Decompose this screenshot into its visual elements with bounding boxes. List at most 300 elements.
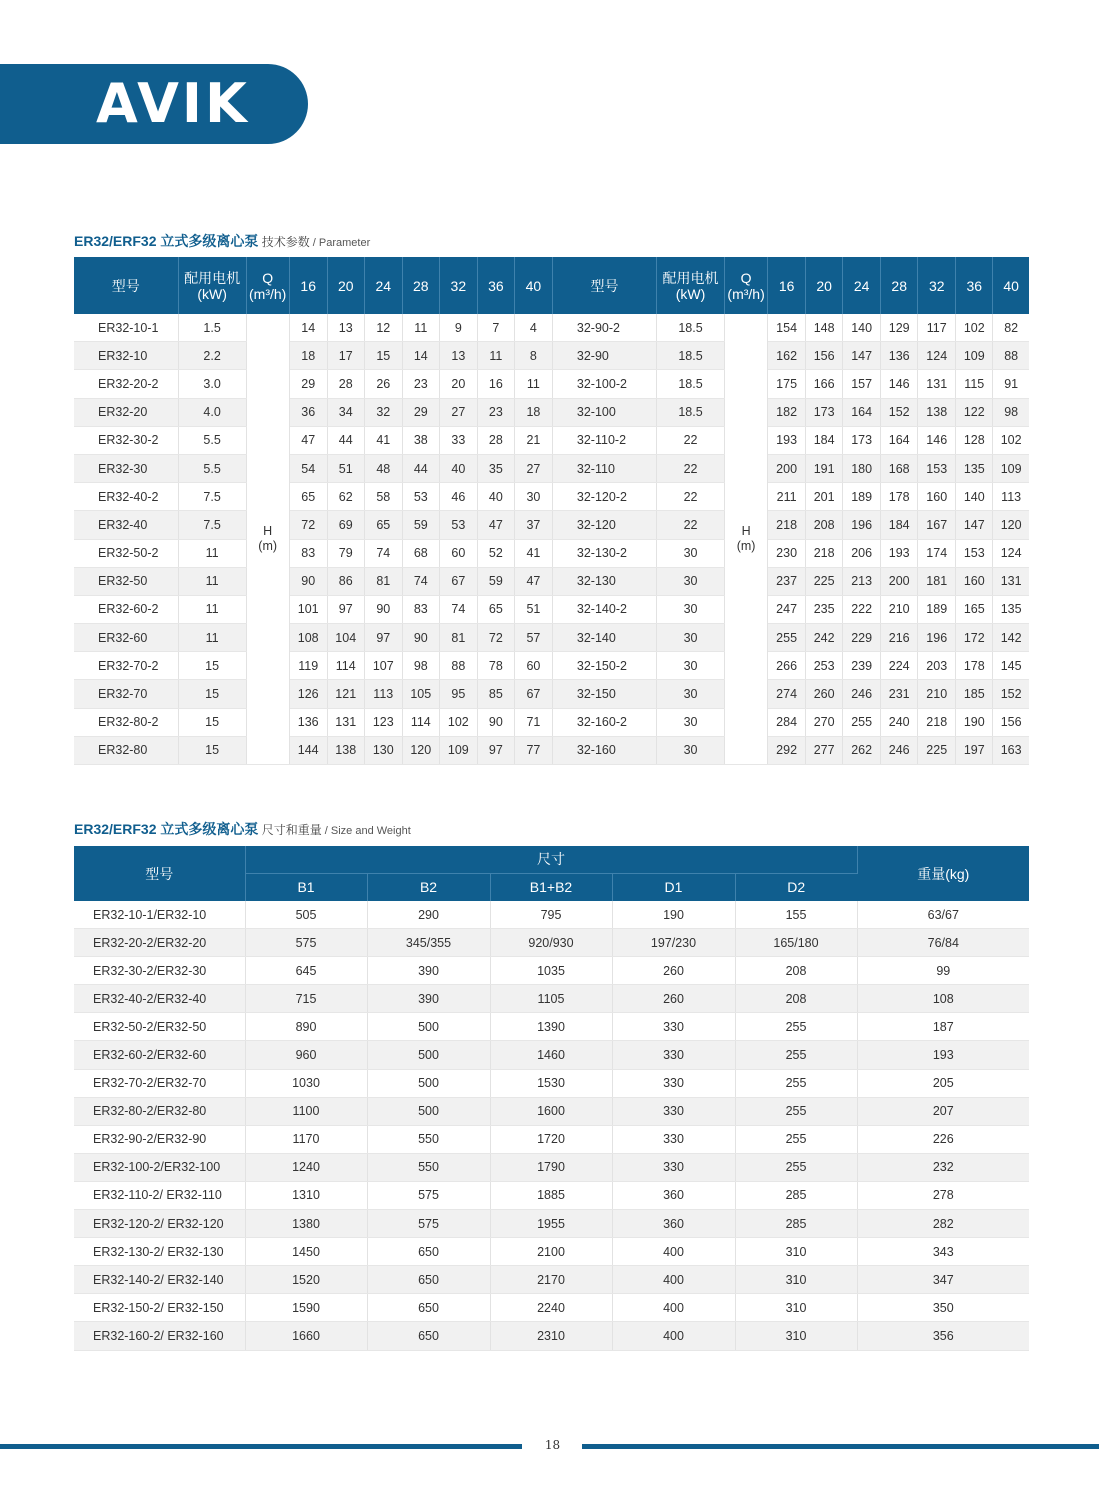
head-value-cell: 160 <box>956 567 993 595</box>
head-value-cell: 255 <box>768 624 806 652</box>
head-value-cell: 131 <box>327 708 364 736</box>
d2-cell: 310 <box>735 1266 857 1294</box>
head-value-cell: 130 <box>364 736 402 764</box>
model-cell: 32-140 <box>552 624 656 652</box>
model-cell: ER32-130-2/ ER32-130 <box>74 1238 245 1266</box>
header-motor-right <box>657 257 725 314</box>
head-value-cell: 54 <box>289 454 327 482</box>
head-value-cell: 235 <box>806 595 843 623</box>
table-row <box>74 1069 1029 1097</box>
size-header-col: B1 <box>245 873 367 901</box>
d2-cell: 255 <box>735 1041 857 1069</box>
head-value-cell: 21 <box>514 426 552 454</box>
b1-b2-cell: 1790 <box>490 1153 612 1181</box>
motor-power-cell: 2.2 <box>178 342 246 370</box>
d2-cell: 208 <box>735 985 857 1013</box>
parameter-table <box>74 257 1029 765</box>
motor-power-cell: 11 <box>178 624 246 652</box>
head-label: H <box>741 524 751 538</box>
motor-power-cell: 30 <box>657 736 725 764</box>
head-value-cell: 67 <box>439 567 477 595</box>
head-value-cell: 79 <box>327 539 364 567</box>
d1-cell: 400 <box>612 1322 735 1350</box>
table-row <box>74 1097 1029 1125</box>
head-value-cell: 47 <box>477 511 514 539</box>
d1-cell: 330 <box>612 1069 735 1097</box>
head-value-cell: 147 <box>843 342 881 370</box>
d1-cell: 197/230 <box>612 929 735 957</box>
b1-b2-cell: 1530 <box>490 1069 612 1097</box>
header-flow-right: 32 <box>918 257 956 314</box>
head-value-cell: 14 <box>289 314 327 342</box>
size-header-col: B2 <box>367 873 490 901</box>
head-value-cell: 184 <box>806 426 843 454</box>
d2-cell: 285 <box>735 1181 857 1209</box>
head-value-cell: 152 <box>881 398 918 426</box>
b2-cell: 550 <box>367 1125 490 1153</box>
header-motor-left <box>178 257 246 314</box>
b1-cell: 505 <box>245 901 367 929</box>
head-value-cell: 95 <box>439 680 477 708</box>
head-value-cell: 124 <box>993 539 1029 567</box>
d2-cell: 208 <box>735 957 857 985</box>
head-value-cell: 40 <box>477 483 514 511</box>
head-value-cell: 126 <box>289 680 327 708</box>
head-value-cell: 157 <box>843 370 881 398</box>
header-flow-left: 20 <box>327 257 364 314</box>
head-value-cell: 239 <box>843 652 881 680</box>
header-flow-left: 28 <box>402 257 439 314</box>
head-value-cell: 284 <box>768 708 806 736</box>
head-value-cell: 108 <box>289 624 327 652</box>
head-value-cell: 51 <box>514 595 552 623</box>
head-value-cell: 222 <box>843 595 881 623</box>
head-value-cell: 225 <box>918 736 956 764</box>
b2-cell: 500 <box>367 1013 490 1041</box>
head-value-cell: 144 <box>289 736 327 764</box>
parameter-title-main: ER32/ERF32 立式多级离心泵 <box>74 233 259 249</box>
head-value-cell: 47 <box>289 426 327 454</box>
d2-cell: 255 <box>735 1069 857 1097</box>
motor-power-cell: 7.5 <box>178 511 246 539</box>
table-row <box>74 736 1029 764</box>
model-cell: ER32-70-2 <box>74 652 178 680</box>
motor-power-cell: 22 <box>657 483 725 511</box>
head-value-cell: 37 <box>514 511 552 539</box>
table-row <box>74 1294 1029 1322</box>
motor-power-cell: 22 <box>657 426 725 454</box>
model-cell: 32-150-2 <box>552 652 656 680</box>
head-value-cell: 218 <box>918 708 956 736</box>
d2-cell: 285 <box>735 1210 857 1238</box>
head-value-cell: 178 <box>881 483 918 511</box>
brand-logo-text: AVIK <box>96 72 250 135</box>
head-value-cell: 44 <box>327 426 364 454</box>
head-value-cell: 136 <box>289 708 327 736</box>
parameter-title-cn: 技术参数 <box>258 235 310 249</box>
model-cell: ER32-60-2 <box>74 595 178 623</box>
motor-power-cell: 18.5 <box>657 370 725 398</box>
model-cell: ER32-40 <box>74 511 178 539</box>
head-value-cell: 147 <box>956 511 993 539</box>
head-value-cell: 8 <box>514 342 552 370</box>
head-value-cell: 122 <box>956 398 993 426</box>
head-value-cell: 184 <box>881 511 918 539</box>
d1-cell: 330 <box>612 1013 735 1041</box>
d1-cell: 260 <box>612 985 735 1013</box>
head-value-cell: 90 <box>402 624 439 652</box>
table-row <box>74 398 1029 426</box>
head-value-cell: 152 <box>993 680 1029 708</box>
b2-cell: 290 <box>367 901 490 929</box>
head-unit: (m) <box>258 539 278 553</box>
weight-cell: 278 <box>857 1181 1029 1209</box>
head-value-cell: 229 <box>843 624 881 652</box>
table-row <box>74 652 1029 680</box>
header-flow-left: 32 <box>439 257 477 314</box>
size-header-col: D2 <box>735 873 857 901</box>
head-value-cell: 117 <box>918 314 956 342</box>
model-cell: ER32-30-2 <box>74 426 178 454</box>
head-value-cell: 136 <box>881 342 918 370</box>
d2-cell: 165/180 <box>735 929 857 957</box>
head-value-cell: 7 <box>477 314 514 342</box>
weight-cell: 282 <box>857 1210 1029 1238</box>
head-value-cell: 140 <box>956 483 993 511</box>
head-value-cell: 210 <box>918 680 956 708</box>
head-value-cell: 60 <box>514 652 552 680</box>
d2-cell: 310 <box>735 1238 857 1266</box>
head-value-cell: 27 <box>514 454 552 482</box>
head-value-cell: 193 <box>768 426 806 454</box>
head-value-cell: 72 <box>289 511 327 539</box>
b1-b2-cell: 2310 <box>490 1322 612 1350</box>
weight-cell: 350 <box>857 1294 1029 1322</box>
brand-banner <box>0 64 308 144</box>
head-value-cell: 13 <box>327 314 364 342</box>
header-q-right-unit: (m³/h) <box>727 285 765 302</box>
parameter-title-en: / Parameter <box>309 237 371 249</box>
b2-cell: 550 <box>367 1153 490 1181</box>
table-row <box>74 1013 1029 1041</box>
head-value-cell: 154 <box>768 314 806 342</box>
b1-cell: 890 <box>245 1013 367 1041</box>
weight-cell: 76/84 <box>857 929 1029 957</box>
head-value-cell: 107 <box>364 652 402 680</box>
head-value-cell: 59 <box>402 511 439 539</box>
d1-cell: 330 <box>612 1125 735 1153</box>
b2-cell: 500 <box>367 1041 490 1069</box>
table-row <box>74 483 1029 511</box>
model-cell: 32-130 <box>552 567 656 595</box>
motor-power-cell: 22 <box>657 454 725 482</box>
model-cell: 32-90-2 <box>552 314 656 342</box>
head-unit-cell <box>725 314 768 765</box>
head-value-cell: 180 <box>843 454 881 482</box>
model-cell: 32-100-2 <box>552 370 656 398</box>
head-value-cell: 153 <box>956 539 993 567</box>
header-flow-left: 40 <box>514 257 552 314</box>
motor-power-cell: 4.0 <box>178 398 246 426</box>
model-cell: ER32-20-2 <box>74 370 178 398</box>
head-value-cell: 91 <box>993 370 1029 398</box>
d2-cell: 310 <box>735 1294 857 1322</box>
d2-cell: 255 <box>735 1153 857 1181</box>
head-value-cell: 193 <box>881 539 918 567</box>
head-value-cell: 166 <box>806 370 843 398</box>
motor-power-cell: 30 <box>657 539 725 567</box>
b1-cell: 1240 <box>245 1153 367 1181</box>
motor-power-cell: 30 <box>657 567 725 595</box>
size-title-en: / Size and Weight <box>321 825 411 837</box>
head-value-cell: 129 <box>881 314 918 342</box>
weight-cell: 226 <box>857 1125 1029 1153</box>
head-value-cell: 15 <box>364 342 402 370</box>
head-value-cell: 123 <box>364 708 402 736</box>
table-row <box>74 957 1029 985</box>
head-value-cell: 142 <box>993 624 1029 652</box>
header-flow-left: 36 <box>477 257 514 314</box>
head-value-cell: 138 <box>918 398 956 426</box>
footer-rule-left <box>0 1444 522 1449</box>
d2-cell: 310 <box>735 1322 857 1350</box>
model-cell: 32-150 <box>552 680 656 708</box>
motor-power-cell: 30 <box>657 708 725 736</box>
head-value-cell: 230 <box>768 539 806 567</box>
size-header-dimensions: 尺寸 <box>245 846 857 873</box>
head-value-cell: 35 <box>477 454 514 482</box>
d1-cell: 400 <box>612 1266 735 1294</box>
motor-power-cell: 7.5 <box>178 483 246 511</box>
head-value-cell: 36 <box>289 398 327 426</box>
table-row <box>74 342 1029 370</box>
model-cell: ER32-10 <box>74 342 178 370</box>
b2-cell: 650 <box>367 1294 490 1322</box>
model-cell: ER32-140-2/ ER32-140 <box>74 1266 245 1294</box>
weight-cell: 108 <box>857 985 1029 1013</box>
head-value-cell: 28 <box>327 370 364 398</box>
b2-cell: 575 <box>367 1210 490 1238</box>
model-cell: ER32-70-2/ER32-70 <box>74 1069 245 1097</box>
head-value-cell: 210 <box>881 595 918 623</box>
head-value-cell: 67 <box>514 680 552 708</box>
head-value-cell: 59 <box>477 567 514 595</box>
head-value-cell: 266 <box>768 652 806 680</box>
head-value-cell: 246 <box>843 680 881 708</box>
model-cell: ER32-90-2/ER32-90 <box>74 1125 245 1153</box>
table-row <box>74 595 1029 623</box>
model-cell: 32-120-2 <box>552 483 656 511</box>
b2-cell: 500 <box>367 1069 490 1097</box>
size-section-title <box>74 819 411 839</box>
head-value-cell: 88 <box>993 342 1029 370</box>
table-row <box>74 1266 1029 1294</box>
model-cell: ER32-40-2 <box>74 483 178 511</box>
b1-cell: 1380 <box>245 1210 367 1238</box>
head-value-cell: 97 <box>364 624 402 652</box>
head-value-cell: 90 <box>477 708 514 736</box>
model-cell: 32-90 <box>552 342 656 370</box>
head-value-cell: 81 <box>364 567 402 595</box>
b1-cell: 1100 <box>245 1097 367 1125</box>
head-value-cell: 213 <box>843 567 881 595</box>
model-cell: ER32-50-2/ER32-50 <box>74 1013 245 1041</box>
header-motor-left-unit: (kW) <box>197 285 227 302</box>
head-value-cell: 16 <box>477 370 514 398</box>
head-value-cell: 246 <box>881 736 918 764</box>
model-cell: 32-160-2 <box>552 708 656 736</box>
head-value-cell: 74 <box>364 539 402 567</box>
table-row <box>74 1238 1029 1266</box>
model-cell: ER32-50-2 <box>74 539 178 567</box>
head-value-cell: 163 <box>993 736 1029 764</box>
b2-cell: 345/355 <box>367 929 490 957</box>
head-label: H <box>263 524 273 538</box>
head-value-cell: 82 <box>993 314 1029 342</box>
d1-cell: 330 <box>612 1153 735 1181</box>
head-value-cell: 13 <box>439 342 477 370</box>
head-value-cell: 168 <box>881 454 918 482</box>
head-value-cell: 102 <box>956 314 993 342</box>
d2-cell: 255 <box>735 1097 857 1125</box>
head-value-cell: 191 <box>806 454 843 482</box>
head-value-cell: 218 <box>806 539 843 567</box>
header-flow-left: 24 <box>364 257 402 314</box>
head-value-cell: 189 <box>843 483 881 511</box>
model-cell: ER32-10-1/ER32-10 <box>74 901 245 929</box>
header-flow-right: 40 <box>993 257 1029 314</box>
b1-b2-cell: 1390 <box>490 1013 612 1041</box>
head-value-cell: 148 <box>806 314 843 342</box>
d1-cell: 330 <box>612 1097 735 1125</box>
motor-power-cell: 5.5 <box>178 454 246 482</box>
table-row <box>74 985 1029 1013</box>
head-value-cell: 120 <box>402 736 439 764</box>
head-value-cell: 86 <box>327 567 364 595</box>
motor-power-cell: 1.5 <box>178 314 246 342</box>
b1-cell: 575 <box>245 929 367 957</box>
d2-cell: 255 <box>735 1125 857 1153</box>
table-row <box>74 680 1029 708</box>
b2-cell: 650 <box>367 1322 490 1350</box>
head-value-cell: 153 <box>918 454 956 482</box>
head-value-cell: 128 <box>956 426 993 454</box>
model-cell: 32-160 <box>552 736 656 764</box>
head-value-cell: 98 <box>402 652 439 680</box>
head-value-cell: 156 <box>993 708 1029 736</box>
model-cell: ER32-20 <box>74 398 178 426</box>
head-value-cell: 292 <box>768 736 806 764</box>
table-row <box>74 624 1029 652</box>
head-value-cell: 277 <box>806 736 843 764</box>
model-cell: 32-120 <box>552 511 656 539</box>
head-value-cell: 69 <box>327 511 364 539</box>
b2-cell: 650 <box>367 1238 490 1266</box>
head-value-cell: 114 <box>327 652 364 680</box>
b2-cell: 650 <box>367 1266 490 1294</box>
head-value-cell: 156 <box>806 342 843 370</box>
b1-b2-cell: 1955 <box>490 1210 612 1238</box>
head-value-cell: 20 <box>439 370 477 398</box>
header-q-right-label: Q <box>740 269 752 286</box>
header-model-right: 型号 <box>552 257 656 314</box>
model-cell: ER32-20-2/ER32-20 <box>74 929 245 957</box>
b2-cell: 575 <box>367 1181 490 1209</box>
model-cell: 32-140-2 <box>552 595 656 623</box>
motor-power-cell: 11 <box>178 539 246 567</box>
head-value-cell: 23 <box>402 370 439 398</box>
parameter-section-title <box>74 231 370 251</box>
head-value-cell: 53 <box>439 511 477 539</box>
head-value-cell: 185 <box>956 680 993 708</box>
head-value-cell: 60 <box>439 539 477 567</box>
head-value-cell: 231 <box>881 680 918 708</box>
head-value-cell: 32 <box>364 398 402 426</box>
table-row <box>74 426 1029 454</box>
head-value-cell: 175 <box>768 370 806 398</box>
header-flow-right: 16 <box>768 257 806 314</box>
b1-cell: 645 <box>245 957 367 985</box>
head-value-cell: 182 <box>768 398 806 426</box>
head-value-cell: 23 <box>477 398 514 426</box>
table-row <box>74 314 1029 342</box>
head-unit: (m) <box>736 539 756 553</box>
head-value-cell: 181 <box>918 567 956 595</box>
size-weight-table <box>74 846 1029 1351</box>
head-value-cell: 270 <box>806 708 843 736</box>
weight-cell: 207 <box>857 1097 1029 1125</box>
head-value-cell: 62 <box>327 483 364 511</box>
table-row <box>74 511 1029 539</box>
head-value-cell: 206 <box>843 539 881 567</box>
b1-b2-cell: 1720 <box>490 1125 612 1153</box>
table-row <box>74 1181 1029 1209</box>
head-value-cell: 97 <box>327 595 364 623</box>
table-row <box>74 539 1029 567</box>
b2-cell: 500 <box>367 1097 490 1125</box>
head-value-cell: 9 <box>439 314 477 342</box>
head-value-cell: 33 <box>439 426 477 454</box>
b2-cell: 390 <box>367 985 490 1013</box>
head-value-cell: 78 <box>477 652 514 680</box>
head-value-cell: 109 <box>956 342 993 370</box>
header-motor-right-unit: (kW) <box>675 285 706 302</box>
head-value-cell: 164 <box>881 426 918 454</box>
head-value-cell: 4 <box>514 314 552 342</box>
head-value-cell: 218 <box>768 511 806 539</box>
head-value-cell: 102 <box>993 426 1029 454</box>
d1-cell: 360 <box>612 1210 735 1238</box>
table-row <box>74 1041 1029 1069</box>
b1-b2-cell: 2240 <box>490 1294 612 1322</box>
head-value-cell: 164 <box>843 398 881 426</box>
b1-cell: 1520 <box>245 1266 367 1294</box>
head-value-cell: 240 <box>881 708 918 736</box>
weight-cell: 232 <box>857 1153 1029 1181</box>
head-value-cell: 26 <box>364 370 402 398</box>
motor-power-cell: 22 <box>657 511 725 539</box>
head-value-cell: 124 <box>918 342 956 370</box>
model-cell: ER32-30-2/ER32-30 <box>74 957 245 985</box>
b2-cell: 390 <box>367 957 490 985</box>
head-value-cell: 174 <box>918 539 956 567</box>
head-value-cell: 247 <box>768 595 806 623</box>
b1-b2-cell: 2100 <box>490 1238 612 1266</box>
parameter-header-row <box>74 257 1029 314</box>
head-value-cell: 189 <box>918 595 956 623</box>
head-value-cell: 34 <box>327 398 364 426</box>
head-value-cell: 203 <box>918 652 956 680</box>
